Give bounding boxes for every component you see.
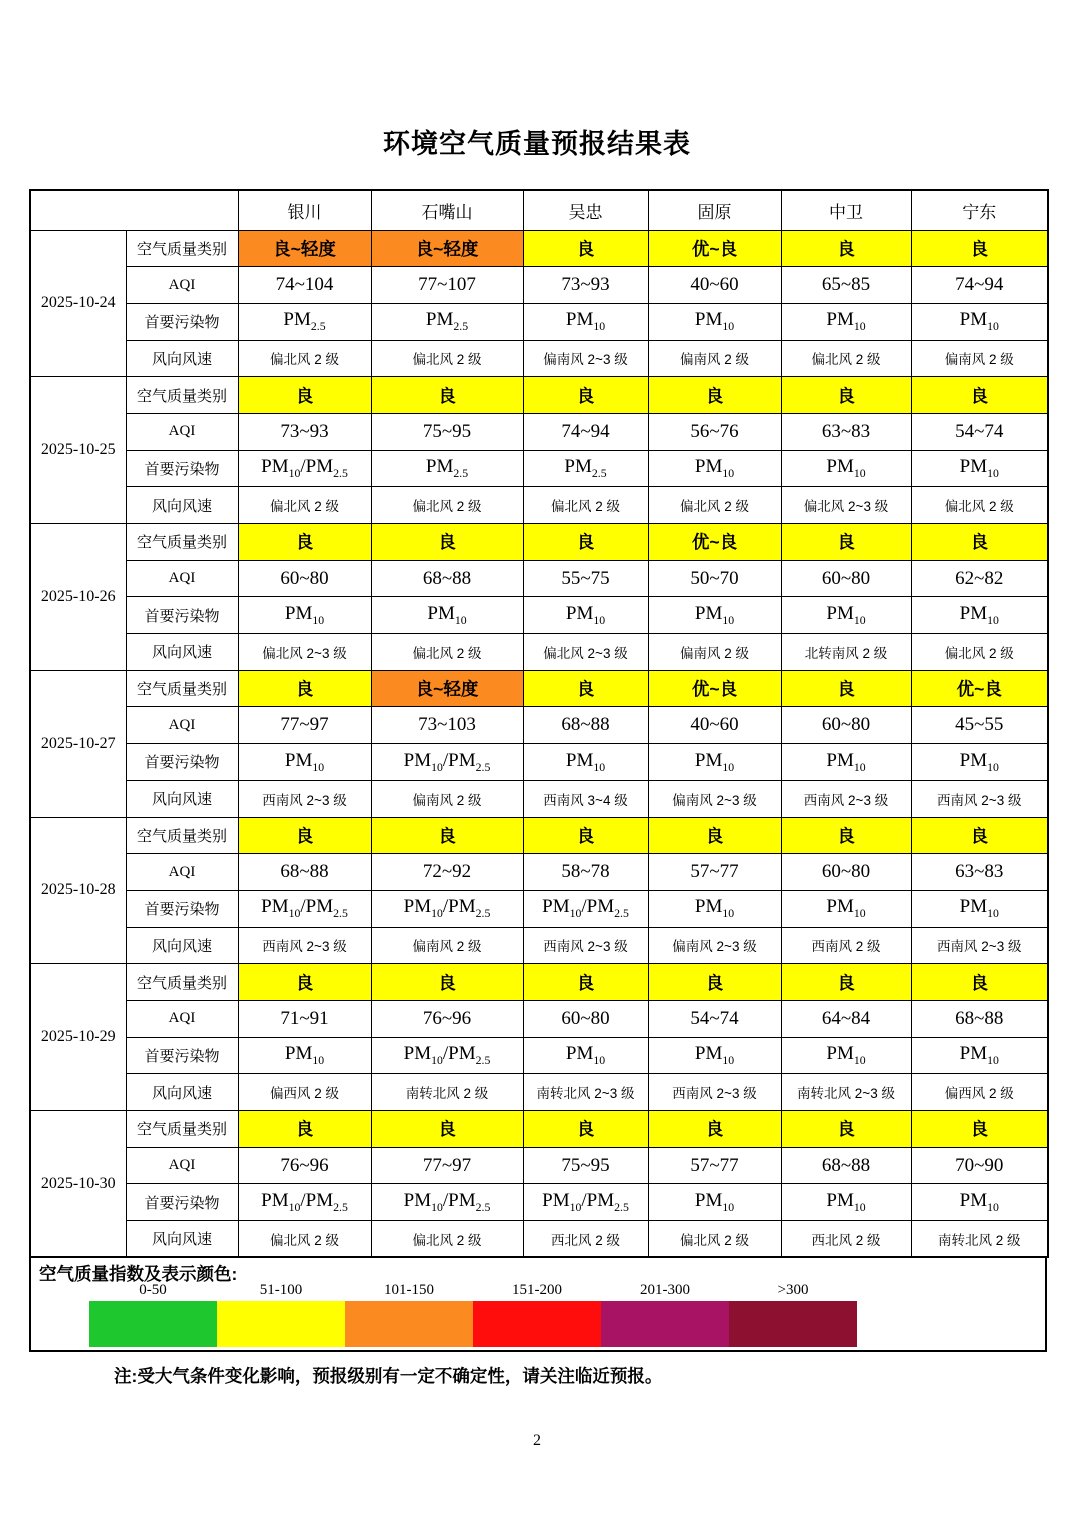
- date-cell: 2025-10-26: [30, 524, 126, 671]
- row-label: 空气质量类别: [126, 670, 238, 707]
- aqi-cell: 73~93: [523, 267, 648, 304]
- category-cell: 良: [911, 524, 1048, 561]
- wind-cell: 偏北风 2 级: [371, 1221, 523, 1258]
- table-row: [30, 927, 1048, 964]
- wind-cell: 偏北风 2~3 级: [523, 634, 648, 671]
- table-row: [30, 340, 1048, 377]
- pollutant-cell: $PM_{10}$: [911, 450, 1048, 487]
- table-header-row: [30, 190, 1048, 230]
- wind-cell: 偏北风 2 级: [238, 340, 371, 377]
- aqi-cell: 74~104: [238, 267, 371, 304]
- aqi-cell: 76~96: [371, 1000, 523, 1037]
- legend-range-label-3: 151-200: [512, 1282, 562, 1299]
- aqi-cell: 77~107: [371, 267, 523, 304]
- pollutant-cell: $PM_{10}$: [238, 1037, 371, 1074]
- wind-cell: 南转北风 2 级: [371, 1074, 523, 1111]
- pollutant-cell: $PM_{10}$: [523, 597, 648, 634]
- pollutant-cell: $PM_{10}/PM_{2.5}$: [371, 1184, 523, 1221]
- wind-cell: 南转北风 2~3 级: [781, 1074, 911, 1111]
- wind-cell: 偏北风 2 级: [371, 634, 523, 671]
- wind-cell: 西南风 2~3 级: [911, 780, 1048, 817]
- legend-color-swatch-3: [473, 1301, 601, 1347]
- category-cell: 良: [648, 817, 781, 854]
- category-cell: 良: [911, 1111, 1048, 1148]
- pollutant-cell: $PM_{10}$: [911, 1037, 1048, 1074]
- category-cell: 良: [523, 230, 648, 267]
- aqi-cell: 60~80: [238, 560, 371, 597]
- category-cell: 良: [781, 524, 911, 561]
- category-cell: 优~良: [911, 670, 1048, 707]
- wind-cell: 偏南风 2~3 级: [523, 340, 648, 377]
- aqi-cell: 74~94: [911, 267, 1048, 304]
- wind-cell: 南转北风 2 级: [911, 1221, 1048, 1258]
- row-label: AQI: [126, 707, 238, 744]
- category-cell: 良: [911, 377, 1048, 414]
- date-cell: 2025-10-28: [30, 817, 126, 964]
- pollutant-cell: $PM_{10}$: [648, 597, 781, 634]
- aqi-cell: 71~91: [238, 1000, 371, 1037]
- table-row: [30, 413, 1048, 450]
- category-cell: 优~良: [648, 230, 781, 267]
- pollutant-cell: $PM_{2.5}$: [238, 303, 371, 340]
- table-row: [30, 1037, 1048, 1074]
- row-label: 风向风速: [126, 487, 238, 524]
- aqi-cell: 60~80: [781, 854, 911, 891]
- category-cell: 良: [911, 230, 1048, 267]
- wind-cell: 偏南风 2~3 级: [648, 780, 781, 817]
- pollutant-cell: $PM_{10}/PM_{2.5}$: [523, 890, 648, 927]
- pollutant-cell: $PM_{10}/PM_{2.5}$: [238, 1184, 371, 1221]
- aqi-cell: 77~97: [371, 1147, 523, 1184]
- table-row: [30, 524, 1048, 561]
- category-cell: 良: [238, 817, 371, 854]
- wind-cell: 偏西风 2 级: [911, 1074, 1048, 1111]
- pollutant-cell: $PM_{10}/PM_{2.5}$: [238, 450, 371, 487]
- pollutant-cell: $PM_{2.5}$: [371, 303, 523, 340]
- category-cell: 良: [238, 1111, 371, 1148]
- pollutant-cell: $PM_{10}$: [911, 744, 1048, 781]
- legend-color-swatch-2: [345, 1301, 473, 1347]
- table-row: [30, 1184, 1048, 1221]
- wind-cell: 偏南风 2~3 级: [648, 927, 781, 964]
- header-empty-cell: [30, 190, 238, 230]
- pollutant-cell: $PM_{10}$: [781, 450, 911, 487]
- wind-cell: 偏北风 2~3 级: [238, 634, 371, 671]
- table-row: [30, 230, 1048, 267]
- aqi-cell: 77~97: [238, 707, 371, 744]
- pollutant-cell: $PM_{10}/PM_{2.5}$: [523, 1184, 648, 1221]
- row-label: 空气质量类别: [126, 524, 238, 561]
- pollutant-cell: $PM_{10}$: [238, 597, 371, 634]
- table-row: [30, 450, 1048, 487]
- aqi-cell: 54~74: [648, 1000, 781, 1037]
- pollutant-cell: $PM_{10}$: [911, 303, 1048, 340]
- wind-cell: 偏北风 2 级: [523, 487, 648, 524]
- wind-cell: 西南风 2~3 级: [911, 927, 1048, 964]
- date-cell: 2025-10-25: [30, 377, 126, 524]
- pollutant-cell: $PM_{10}$: [523, 744, 648, 781]
- wind-cell: 西南风 2~3 级: [648, 1074, 781, 1111]
- category-cell: 良: [781, 377, 911, 414]
- category-cell: 优~良: [648, 670, 781, 707]
- city-header-1: 石嘴山: [371, 190, 523, 230]
- pollutant-cell: $PM_{2.5}$: [371, 450, 523, 487]
- row-label: AQI: [126, 560, 238, 597]
- date-cell: 2025-10-29: [30, 964, 126, 1111]
- aqi-cell: 73~103: [371, 707, 523, 744]
- legend-range-label-5: >300: [777, 1282, 809, 1299]
- row-label: 空气质量类别: [126, 1111, 238, 1148]
- pollutant-cell: $PM_{10}$: [648, 303, 781, 340]
- wind-cell: 西南风 2~3 级: [781, 780, 911, 817]
- category-cell: 良: [371, 817, 523, 854]
- city-header-5: 宁东: [911, 190, 1048, 230]
- category-cell: 良: [371, 524, 523, 561]
- row-label: AQI: [126, 267, 238, 304]
- table-row: [30, 964, 1048, 1001]
- category-cell: 良: [781, 670, 911, 707]
- wind-cell: 偏北风 2 级: [238, 1221, 371, 1258]
- category-cell: 良: [523, 377, 648, 414]
- aqi-cell: 56~76: [648, 413, 781, 450]
- aqi-cell: 58~78: [523, 854, 648, 891]
- table-row: [30, 670, 1048, 707]
- aqi-cell: 64~84: [781, 1000, 911, 1037]
- category-cell: 良~轻度: [238, 230, 371, 267]
- category-cell: 良: [238, 670, 371, 707]
- wind-cell: 偏北风 2 级: [911, 487, 1048, 524]
- category-cell: 良: [371, 964, 523, 1001]
- date-cell: 2025-10-30: [30, 1111, 126, 1258]
- legend-title: 空气质量指数及表示颜色:: [39, 1264, 238, 1285]
- table-row: [30, 780, 1048, 817]
- category-cell: 良: [523, 817, 648, 854]
- pollutant-cell: $PM_{10}/PM_{2.5}$: [371, 744, 523, 781]
- legend-color-swatch-1: [217, 1301, 345, 1347]
- wind-cell: 偏西风 2 级: [238, 1074, 371, 1111]
- table-row: [30, 487, 1048, 524]
- table-row: [30, 303, 1048, 340]
- row-label: 首要污染物: [126, 744, 238, 781]
- aqi-cell: 60~80: [781, 560, 911, 597]
- row-label: 风向风速: [126, 634, 238, 671]
- category-cell: 良: [781, 1111, 911, 1148]
- aqi-cell: 75~95: [523, 1147, 648, 1184]
- aqi-cell: 72~92: [371, 854, 523, 891]
- aqi-cell: 68~88: [523, 707, 648, 744]
- category-cell: 良: [523, 670, 648, 707]
- wind-cell: 偏北风 2 级: [648, 1221, 781, 1258]
- pollutant-cell: $PM_{10}$: [523, 1037, 648, 1074]
- date-cell: 2025-10-27: [30, 670, 126, 817]
- table-row: [30, 267, 1048, 304]
- wind-cell: 西北风 2 级: [523, 1221, 648, 1258]
- pollutant-cell: $PM_{10}/PM_{2.5}$: [371, 1037, 523, 1074]
- category-cell: 良: [371, 377, 523, 414]
- pollutant-cell: $PM_{10}$: [648, 1184, 781, 1221]
- wind-cell: 西北风 2 级: [781, 1221, 911, 1258]
- category-cell: 良: [648, 964, 781, 1001]
- aqi-cell: 70~90: [911, 1147, 1048, 1184]
- category-cell: 良: [371, 1111, 523, 1148]
- pollutant-cell: $PM_{10}$: [911, 1184, 1048, 1221]
- wind-cell: 偏南风 2 级: [648, 340, 781, 377]
- category-cell: 良: [523, 524, 648, 561]
- aqi-cell: 73~93: [238, 413, 371, 450]
- row-label: 首要污染物: [126, 597, 238, 634]
- pollutant-cell: $PM_{10}$: [648, 1037, 781, 1074]
- pollutant-cell: $PM_{10}$: [781, 890, 911, 927]
- row-label: AQI: [126, 1147, 238, 1184]
- pollutant-cell: $PM_{10}$: [781, 597, 911, 634]
- aqi-cell: 65~85: [781, 267, 911, 304]
- wind-cell: 西南风 2~3 级: [238, 927, 371, 964]
- aqi-cell: 45~55: [911, 707, 1048, 744]
- row-label: 风向风速: [126, 1221, 238, 1258]
- wind-cell: 偏北风 2 级: [648, 487, 781, 524]
- city-header-4: 中卫: [781, 190, 911, 230]
- row-label: 首要污染物: [126, 1037, 238, 1074]
- wind-cell: 偏南风 2 级: [648, 634, 781, 671]
- aqi-cell: 68~88: [238, 854, 371, 891]
- table-row: [30, 890, 1048, 927]
- legend-range-label-4: 201-300: [640, 1282, 690, 1299]
- forecast-table: [29, 189, 1049, 1258]
- table-row: [30, 1221, 1048, 1258]
- aqi-cell: 40~60: [648, 707, 781, 744]
- date-cell: 2025-10-24: [30, 230, 126, 377]
- wind-cell: 偏南风 2 级: [371, 780, 523, 817]
- pollutant-cell: $PM_{10}$: [648, 450, 781, 487]
- category-cell: 优~良: [648, 524, 781, 561]
- legend-scale: [89, 1282, 857, 1347]
- category-cell: 良: [781, 817, 911, 854]
- row-label: 空气质量类别: [126, 377, 238, 414]
- row-label: 风向风速: [126, 780, 238, 817]
- wind-cell: 偏北风 2 级: [781, 340, 911, 377]
- category-cell: 良~轻度: [371, 230, 523, 267]
- legend-color-swatch-0: [89, 1301, 217, 1347]
- category-cell: 良~轻度: [371, 670, 523, 707]
- legend-color-swatch-5: [729, 1301, 857, 1347]
- row-label: 风向风速: [126, 1074, 238, 1111]
- table-row: [30, 560, 1048, 597]
- table-row: [30, 377, 1048, 414]
- table-row: [30, 1147, 1048, 1184]
- pollutant-cell: $PM_{10}$: [648, 744, 781, 781]
- wind-cell: 南转北风 2~3 级: [523, 1074, 648, 1111]
- table-row: [30, 744, 1048, 781]
- aqi-cell: 63~83: [781, 413, 911, 450]
- wind-cell: 西南风 2~3 级: [238, 780, 371, 817]
- wind-cell: 西南风 2 级: [781, 927, 911, 964]
- pollutant-cell: $PM_{10}$: [781, 1037, 911, 1074]
- pollutant-cell: $PM_{2.5}$: [523, 450, 648, 487]
- forecast-note: 注:受大气条件变化影响，预报级别有一定不确定性，请关注临近预报。: [114, 1366, 663, 1387]
- wind-cell: 西南风 3~4 级: [523, 780, 648, 817]
- row-label: 空气质量类别: [126, 964, 238, 1001]
- page-title: 环境空气质量预报结果表: [383, 129, 691, 159]
- row-label: 风向风速: [126, 340, 238, 377]
- category-cell: 良: [648, 1111, 781, 1148]
- table-row: [30, 1000, 1048, 1037]
- pollutant-cell: $PM_{10}$: [648, 890, 781, 927]
- table-row: [30, 854, 1048, 891]
- row-label: 风向风速: [126, 927, 238, 964]
- wind-cell: 偏南风 2 级: [911, 340, 1048, 377]
- city-header-0: 银川: [238, 190, 371, 230]
- aqi-cell: 57~77: [648, 854, 781, 891]
- pollutant-cell: $PM_{10}/PM_{2.5}$: [238, 890, 371, 927]
- aqi-cell: 60~80: [781, 707, 911, 744]
- row-label: AQI: [126, 854, 238, 891]
- category-cell: 良: [238, 964, 371, 1001]
- wind-cell: 偏北风 2 级: [371, 487, 523, 524]
- row-label: AQI: [126, 1000, 238, 1037]
- aqi-cell: 68~88: [911, 1000, 1048, 1037]
- pollutant-cell: $PM_{10}$: [781, 1184, 911, 1221]
- pollutant-cell: $PM_{10}/PM_{2.5}$: [371, 890, 523, 927]
- wind-cell: 北转南风 2 级: [781, 634, 911, 671]
- table-row: [30, 707, 1048, 744]
- row-label: 首要污染物: [126, 890, 238, 927]
- category-cell: 良: [911, 964, 1048, 1001]
- pollutant-cell: $PM_{10}$: [911, 597, 1048, 634]
- aqi-legend: [29, 1256, 1047, 1352]
- legend-range-label-2: 101-150: [384, 1282, 434, 1299]
- wind-cell: 偏北风 2 级: [371, 340, 523, 377]
- table-row: [30, 1074, 1048, 1111]
- pollutant-cell: $PM_{10}$: [238, 744, 371, 781]
- aqi-cell: 68~88: [371, 560, 523, 597]
- pollutant-cell: $PM_{10}$: [911, 890, 1048, 927]
- category-cell: 良: [648, 377, 781, 414]
- row-label: AQI: [126, 413, 238, 450]
- aqi-cell: 68~88: [781, 1147, 911, 1184]
- pollutant-cell: $PM_{10}$: [371, 597, 523, 634]
- aqi-cell: 62~82: [911, 560, 1048, 597]
- wind-cell: 偏北风 2 级: [238, 487, 371, 524]
- category-cell: 良: [911, 817, 1048, 854]
- aqi-cell: 40~60: [648, 267, 781, 304]
- row-label: 首要污染物: [126, 303, 238, 340]
- aqi-cell: 75~95: [371, 413, 523, 450]
- row-label: 空气质量类别: [126, 817, 238, 854]
- aqi-cell: 76~96: [238, 1147, 371, 1184]
- aqi-cell: 54~74: [911, 413, 1048, 450]
- pollutant-cell: $PM_{10}$: [523, 303, 648, 340]
- wind-cell: 西南风 2~3 级: [523, 927, 648, 964]
- row-label: 首要污染物: [126, 450, 238, 487]
- category-cell: 良: [781, 230, 911, 267]
- wind-cell: 偏南风 2 级: [371, 927, 523, 964]
- table-row: [30, 1111, 1048, 1148]
- table-row: [30, 634, 1048, 671]
- pollutant-cell: $PM_{10}$: [781, 303, 911, 340]
- legend-range-label-1: 51-100: [259, 1282, 303, 1299]
- pollutant-cell: $PM_{10}$: [781, 744, 911, 781]
- aqi-cell: 74~94: [523, 413, 648, 450]
- aqi-cell: 63~83: [911, 854, 1048, 891]
- wind-cell: 偏北风 2~3 级: [781, 487, 911, 524]
- category-cell: 良: [523, 964, 648, 1001]
- city-header-3: 固原: [648, 190, 781, 230]
- category-cell: 良: [523, 1111, 648, 1148]
- category-cell: 良: [238, 524, 371, 561]
- table-row: [30, 817, 1048, 854]
- aqi-cell: 57~77: [648, 1147, 781, 1184]
- row-label: 空气质量类别: [126, 230, 238, 267]
- page-number: 2: [533, 1432, 541, 1449]
- city-header-2: 吴忠: [523, 190, 648, 230]
- aqi-cell: 55~75: [523, 560, 648, 597]
- category-cell: 良: [781, 964, 911, 1001]
- row-label: 首要污染物: [126, 1184, 238, 1221]
- aqi-cell: 60~80: [523, 1000, 648, 1037]
- aqi-cell: 50~70: [648, 560, 781, 597]
- category-cell: 良: [238, 377, 371, 414]
- legend-color-swatch-4: [601, 1301, 729, 1347]
- wind-cell: 偏北风 2 级: [911, 634, 1048, 671]
- legend-range-label-0: 0-50: [139, 1282, 167, 1299]
- table-row: [30, 597, 1048, 634]
